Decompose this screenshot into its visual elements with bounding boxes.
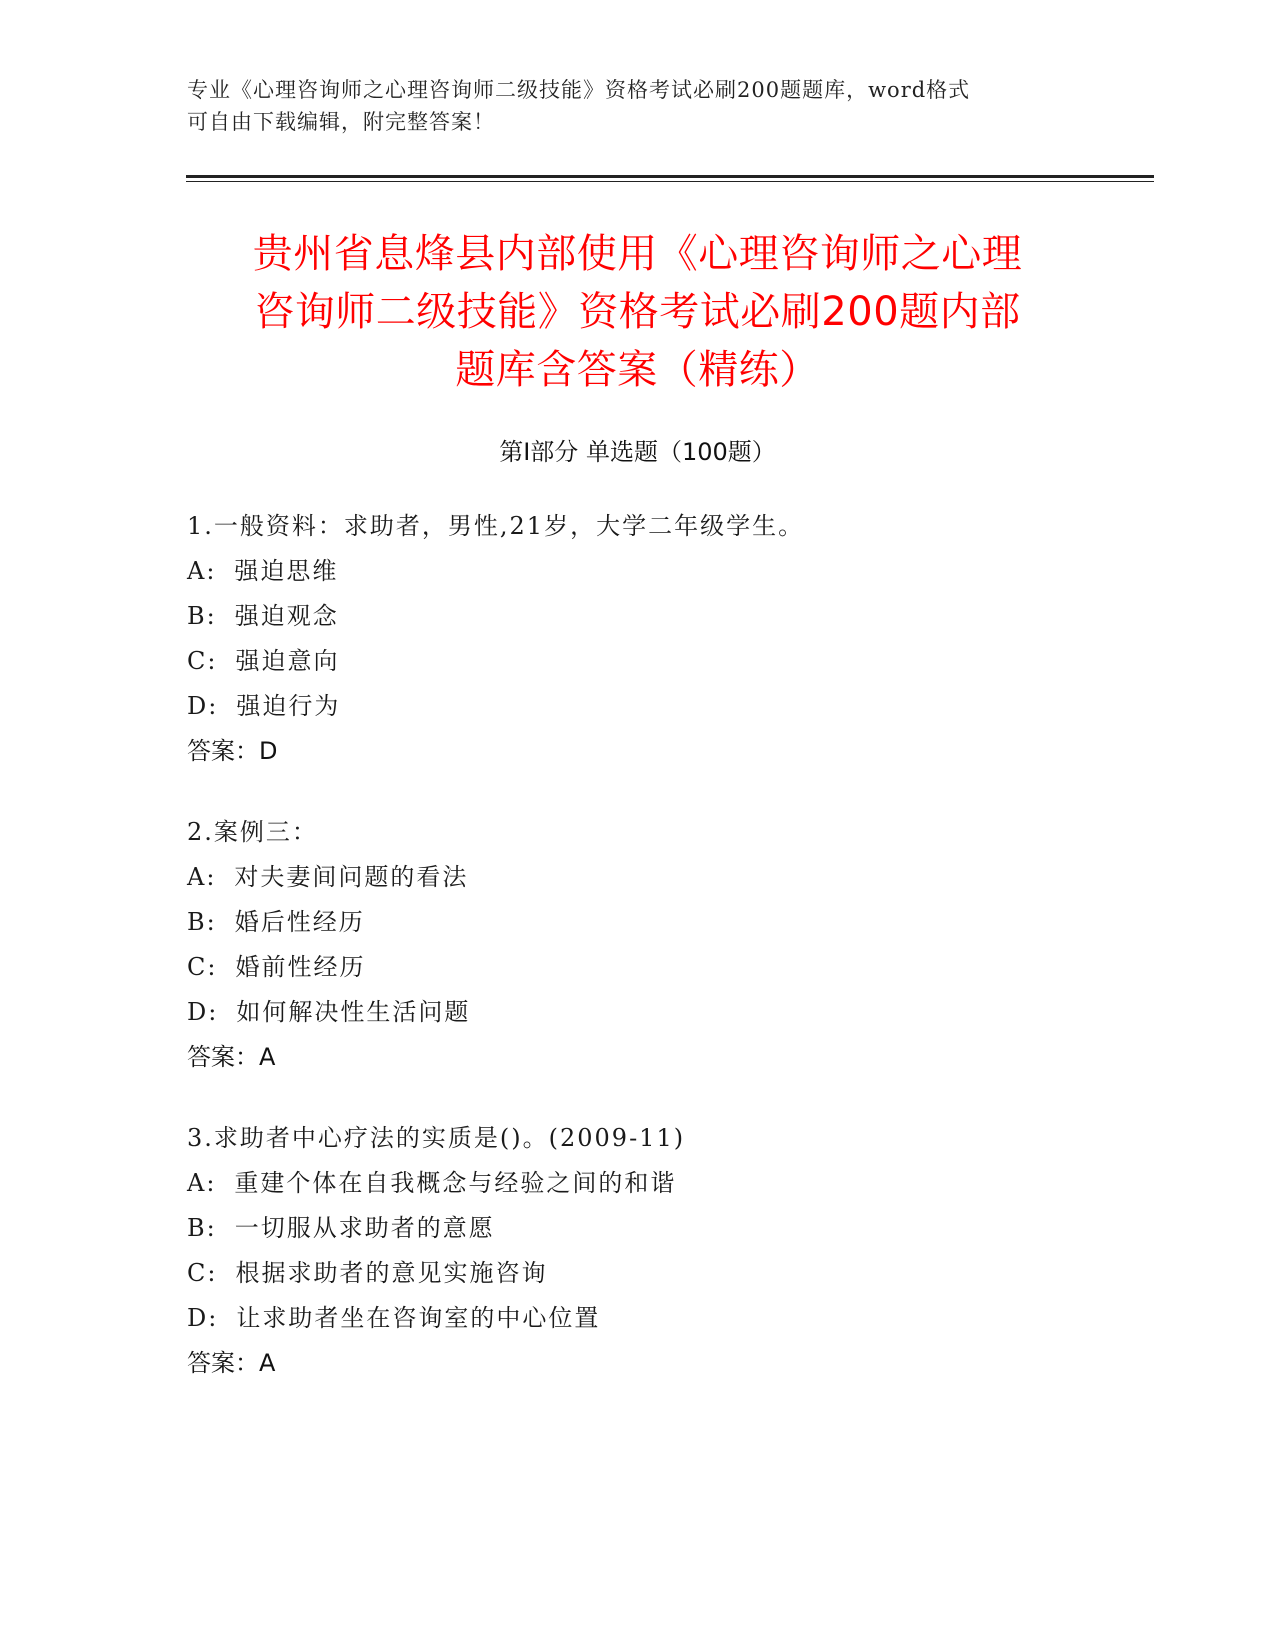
section-heading: 第Ⅰ部分 单选题（100题） [499,438,776,466]
option-text: 如何解决性生活问题 [236,998,471,1026]
question-stem: 1.一般资料：求助者，男性,21岁，大学二年级学生。 [187,512,805,540]
option-key: D: [187,1304,219,1332]
option-text: 对夫妻间问题的看法 [234,863,469,891]
option-text: 一切服从求助者的意愿 [234,1214,495,1242]
question-2 [187,810,1087,1080]
answer-value: A [259,1043,276,1071]
header-divider-thick [186,175,1154,178]
option-key: D: [187,998,219,1026]
header-divider-thin [186,181,1154,182]
header-note [187,74,1087,138]
option-text: 强迫观念 [234,602,339,630]
option-key: B: [187,908,217,936]
question-option-a [187,1161,1087,1206]
option-text: 让求助者坐在咨询室的中心位置 [236,1304,601,1332]
option-key: C: [187,1259,218,1287]
question-option-a [187,855,1087,900]
question-stem: 3.求助者中心疗法的实质是()。(2009-11) [187,1124,686,1152]
question-answer [187,1035,1087,1080]
option-key: A: [187,557,217,585]
question-option-a [187,549,1087,594]
question-option-c [187,639,1087,684]
option-key: C: [187,647,218,675]
document-title-line-1: 贵州省息烽县内部使用《心理咨询师之心理 [252,231,1023,277]
question-option-b [187,1206,1087,1251]
document-title-line-3: 题库含答案（精练） [455,347,820,393]
question-3 [187,1116,1087,1386]
option-text: 强迫意向 [235,647,340,675]
question-option-b [187,594,1087,639]
answer-value: A [259,1349,276,1377]
answer-label: 答案： [187,1043,259,1071]
question-option-d [187,990,1087,1035]
option-key: B: [187,602,217,630]
document-title [180,225,1095,399]
option-key: C: [187,953,218,981]
question-stem: 2.案例三： [187,818,318,846]
question-1 [187,504,1087,774]
option-text: 强迫思维 [234,557,339,585]
answer-label: 答案： [187,737,259,765]
question-answer [187,1341,1087,1386]
option-key: B: [187,1214,217,1242]
question-option-d [187,1296,1087,1341]
question-option-d [187,684,1087,729]
answer-value: D [259,737,278,765]
option-text: 强迫行为 [236,692,341,720]
answer-label: 答案： [187,1349,259,1377]
question-option-b [187,900,1087,945]
header-note-line-1: 专业《心理咨询师之心理咨询师二级技能》资格考试必刷200题题库，word格式 [187,78,971,102]
option-key: A: [187,863,217,891]
question-answer [187,729,1087,774]
question-option-c [187,1251,1087,1296]
option-key: D: [187,692,219,720]
option-text: 根据求助者的意见实施咨询 [235,1259,548,1287]
question-option-c [187,945,1087,990]
option-key: A: [187,1169,217,1197]
option-text: 重建个体在自我概念与经验之间的和谐 [234,1169,677,1197]
header-note-line-2: 可自由下载编辑，附完整答案！ [187,110,495,134]
document-title-line-2: 咨询师二级技能》资格考试必刷200题内部 [254,289,1021,335]
option-text: 婚后性经历 [234,908,365,936]
option-text: 婚前性经历 [235,953,366,981]
